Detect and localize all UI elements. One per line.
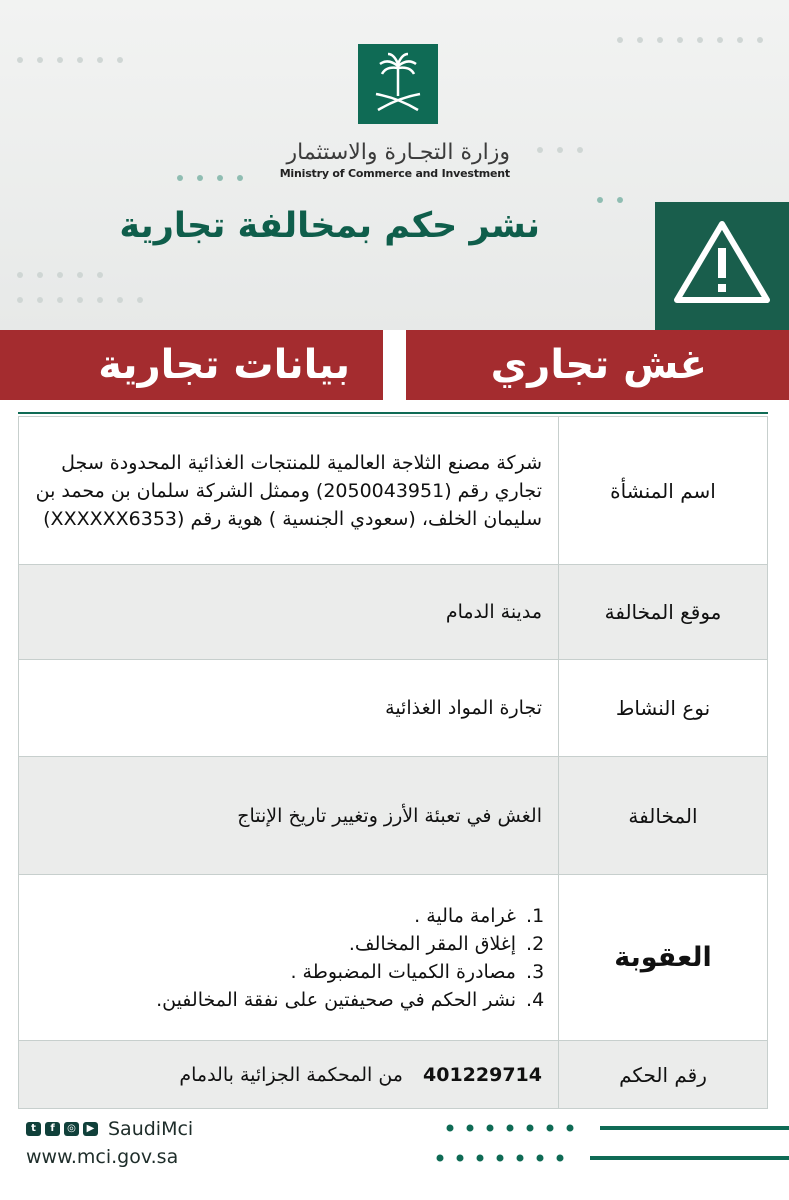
warning-triangle-icon — [655, 202, 789, 330]
penalty-item: 1. غرامة مالية . — [29, 902, 520, 930]
palm-swords-icon — [358, 44, 438, 124]
value-ruling — [19, 1041, 559, 1109]
value-penalty — [19, 875, 559, 1041]
value-violation: الغش في تعبئة الأرز وتغيير تاريخ الإنتاج — [19, 757, 559, 875]
violation-details-table — [18, 416, 768, 1109]
penalty-item: 3. مصادرة الكميات المضبوطة . — [29, 958, 520, 986]
penalty-list — [29, 902, 542, 1014]
label-location: موقع المخالفة — [559, 565, 768, 660]
value-activity: تجارة المواد الغذائية — [19, 660, 559, 757]
website-link[interactable]: www.mci.gov.sa — [26, 1146, 179, 1168]
instagram-icon[interactable]: ◎ — [64, 1122, 79, 1136]
table-top-divider — [18, 412, 768, 414]
banner-commercial-data: بيانات تجارية — [0, 330, 383, 400]
value-establishment: شركة مصنع الثلاجة العالمية للمنتجات الغذائية المحدودة سجل تجاري رقم (2050043951) وممثل الشركة سلمان بن محمد بن سليمان الخلف، (سعودي الجنسية ) هوية رقم (XXXXXX6353) — [19, 417, 559, 565]
page-title: نشر حكم بمخالفة تجارية — [119, 206, 540, 246]
ministry-name-english: Ministry of Commerce and Investment — [279, 167, 510, 180]
ministry-name-arabic: وزارة التجـارة والاستثمار — [286, 140, 510, 165]
label-establishment: اسم المنشأة — [559, 417, 768, 565]
penalty-item: 4. نشر الحكم في صحيفتين على نفقة المخالفين. — [29, 986, 520, 1014]
social-bar — [26, 1118, 193, 1140]
row-violation — [19, 757, 768, 875]
warning-box — [655, 202, 789, 330]
social-handle[interactable]: SaudiMci — [108, 1118, 194, 1140]
row-establishment — [19, 417, 768, 565]
ministry-logo — [358, 44, 438, 124]
header-area — [0, 0, 789, 330]
row-penalty — [19, 875, 768, 1041]
label-ruling: رقم الحكم — [559, 1041, 768, 1109]
penalty-item: 2. إغلاق المقر المخالف. — [29, 930, 520, 958]
value-location: مدينة الدمام — [19, 565, 559, 660]
footer-decoration — [430, 1116, 789, 1176]
facebook-icon[interactable]: f — [45, 1122, 60, 1136]
row-location — [19, 565, 768, 660]
ruling-number: 401229714 — [423, 1063, 542, 1086]
youtube-icon[interactable]: ▶ — [83, 1122, 98, 1136]
banner-commercial-fraud: غش تجاري — [406, 330, 789, 400]
label-activity: نوع النشاط — [559, 660, 768, 757]
label-penalty: العقوبة — [559, 875, 768, 1041]
ruling-court: من المحكمة الجزائية بالدمام — [179, 1063, 403, 1086]
label-violation: المخالفة — [559, 757, 768, 875]
row-activity — [19, 660, 768, 757]
twitter-icon[interactable]: t — [26, 1122, 41, 1136]
row-ruling — [19, 1041, 768, 1109]
